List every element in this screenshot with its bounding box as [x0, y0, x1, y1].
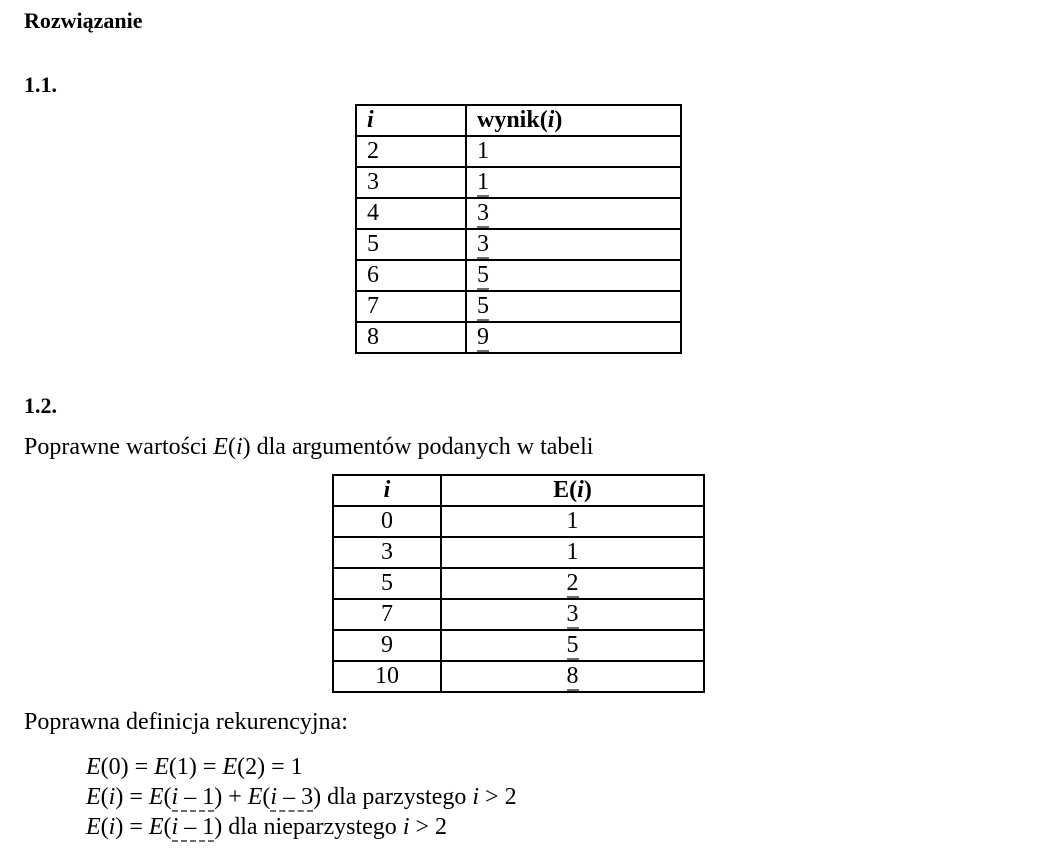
- math-part: ) dla nieparzystego: [214, 814, 403, 840]
- table-row: [356, 260, 681, 291]
- cell-value: [466, 260, 681, 291]
- cell-value: [466, 136, 681, 167]
- cell-value-text: 5: [566, 632, 579, 658]
- math-part: ) =: [115, 784, 149, 810]
- math-var-i: i: [270, 784, 278, 810]
- cell-value-text: 9: [477, 324, 489, 350]
- table-row: [333, 568, 704, 599]
- table-header-row: [333, 475, 704, 506]
- math-char: (: [168, 754, 177, 780]
- math-part: i: [472, 784, 480, 810]
- cell-value: [441, 537, 704, 568]
- cell-value: [466, 291, 681, 322]
- math-char: 2: [245, 754, 258, 780]
- math-char: 1: [290, 754, 303, 780]
- table-row: [356, 322, 681, 353]
- section-label-1-1: 1.1.: [24, 72, 57, 97]
- math-char: E: [86, 754, 101, 780]
- cell-value: [441, 599, 704, 630]
- cell-value: [441, 630, 704, 661]
- intro-b: dla argumentów podanych w tabeli: [250, 434, 594, 460]
- math-part: i – 3: [270, 784, 314, 810]
- table-row: [333, 506, 704, 537]
- math-part: (: [100, 784, 109, 810]
- cell-i: 7: [333, 599, 441, 630]
- cell-i: 5: [356, 229, 466, 260]
- math-var-i: i: [171, 784, 179, 810]
- intro-text: [24, 434, 593, 461]
- math-part: E: [148, 784, 164, 810]
- math-char: =: [202, 754, 217, 780]
- cell-i: 3: [333, 537, 441, 568]
- math-part: E: [247, 784, 263, 810]
- cell-value-text: 3: [477, 231, 489, 257]
- cell-i: 8: [356, 322, 466, 353]
- header-e-var: i: [577, 477, 584, 503]
- math-part: (: [100, 814, 109, 840]
- header-wynik-var: i: [547, 107, 555, 133]
- definition-label: Poprawna definicja rekurencyjna:: [24, 709, 348, 735]
- table-row: [333, 599, 704, 630]
- table-wynik: [355, 104, 682, 354]
- math-part: ) +: [214, 784, 248, 810]
- header-e-text: E(: [553, 477, 578, 503]
- math-char: 1: [176, 754, 189, 780]
- math-char: 0: [108, 754, 121, 780]
- table-row: [356, 167, 681, 198]
- cell-value: [441, 506, 704, 537]
- math-char: (: [100, 754, 109, 780]
- table-row: [333, 537, 704, 568]
- cell-value: [466, 322, 681, 353]
- math-part: (: [163, 784, 172, 810]
- table-row: [356, 198, 681, 229]
- header-wynik-text: wynik(: [477, 107, 548, 133]
- math-char: (: [237, 754, 246, 780]
- cell-value-text: 1: [566, 508, 579, 534]
- math-part: ) dla parzystego: [313, 784, 473, 810]
- table-row: [356, 136, 681, 167]
- cell-value-text: 1: [477, 169, 489, 195]
- cell-value-text: 3: [566, 601, 579, 627]
- math-part: > 2: [479, 784, 517, 810]
- cell-i: 5: [333, 568, 441, 599]
- table-e: [332, 474, 705, 693]
- header-e-close: ): [583, 477, 592, 503]
- cell-value-text: 1: [566, 539, 579, 565]
- intro-e: E: [213, 434, 228, 460]
- math-part: E: [148, 814, 164, 840]
- header-wynik-close: ): [554, 107, 563, 133]
- cell-value: [441, 568, 704, 599]
- math-part: i – 1: [171, 784, 215, 810]
- cell-i: 6: [356, 260, 466, 291]
- math-part: (: [163, 814, 172, 840]
- math-char: ): [120, 754, 129, 780]
- section-label-1-2: 1.2.: [24, 393, 57, 418]
- cell-value-text: 2: [566, 570, 579, 596]
- cell-value-text: 8: [566, 663, 579, 689]
- cell-i: 4: [356, 198, 466, 229]
- table-header-row: [356, 105, 681, 136]
- math-part: i – 1: [171, 814, 215, 840]
- table-row: [333, 630, 704, 661]
- cell-value: [441, 661, 704, 692]
- header-wynik: [466, 105, 681, 136]
- cell-value: [466, 198, 681, 229]
- cell-i: 7: [356, 291, 466, 322]
- math-char: =: [134, 754, 149, 780]
- cell-value: [466, 229, 681, 260]
- math-char: ): [257, 754, 266, 780]
- math-part: i: [108, 814, 116, 840]
- table-wynik-body: [356, 136, 681, 353]
- cell-i: 10: [333, 661, 441, 692]
- cell-i: 0: [333, 506, 441, 537]
- cell-value-text: 3: [477, 200, 489, 226]
- math-part: (: [262, 784, 271, 810]
- math-char: ): [188, 754, 197, 780]
- math-part: > 2: [409, 814, 448, 840]
- math-var-i: i: [171, 814, 179, 840]
- math-char: E: [222, 754, 238, 780]
- intro-i: i: [235, 434, 243, 460]
- cell-value: [466, 167, 681, 198]
- math-part: i: [108, 784, 116, 810]
- cell-value-text: 5: [477, 262, 489, 288]
- intro-paren-close: ): [242, 434, 251, 460]
- definition-line-1: [86, 754, 303, 781]
- table-e-body: [333, 506, 704, 692]
- table-row: [356, 291, 681, 322]
- header-i: i: [356, 105, 466, 136]
- math-char: E: [154, 754, 169, 780]
- cell-value-text: 5: [477, 293, 489, 319]
- math-part: i: [402, 814, 410, 840]
- math-part: E: [86, 814, 101, 840]
- definition-line-2: [86, 784, 517, 811]
- header-e: [441, 475, 704, 506]
- definition-line-3: [86, 814, 447, 841]
- cell-i: 2: [356, 136, 466, 167]
- table-row: [356, 229, 681, 260]
- cell-i: 9: [333, 630, 441, 661]
- page-title: Rozwiązanie: [24, 8, 143, 33]
- math-char: =: [271, 754, 285, 780]
- cell-i: 3: [356, 167, 466, 198]
- intro-a: Poprawne wartości: [24, 434, 214, 460]
- math-part: E: [86, 784, 101, 810]
- table-row: [333, 661, 704, 692]
- cell-value-text: 1: [477, 138, 489, 164]
- math-part: ) =: [115, 814, 149, 840]
- header-i: i: [333, 475, 441, 506]
- intro-paren-open: (: [227, 434, 236, 460]
